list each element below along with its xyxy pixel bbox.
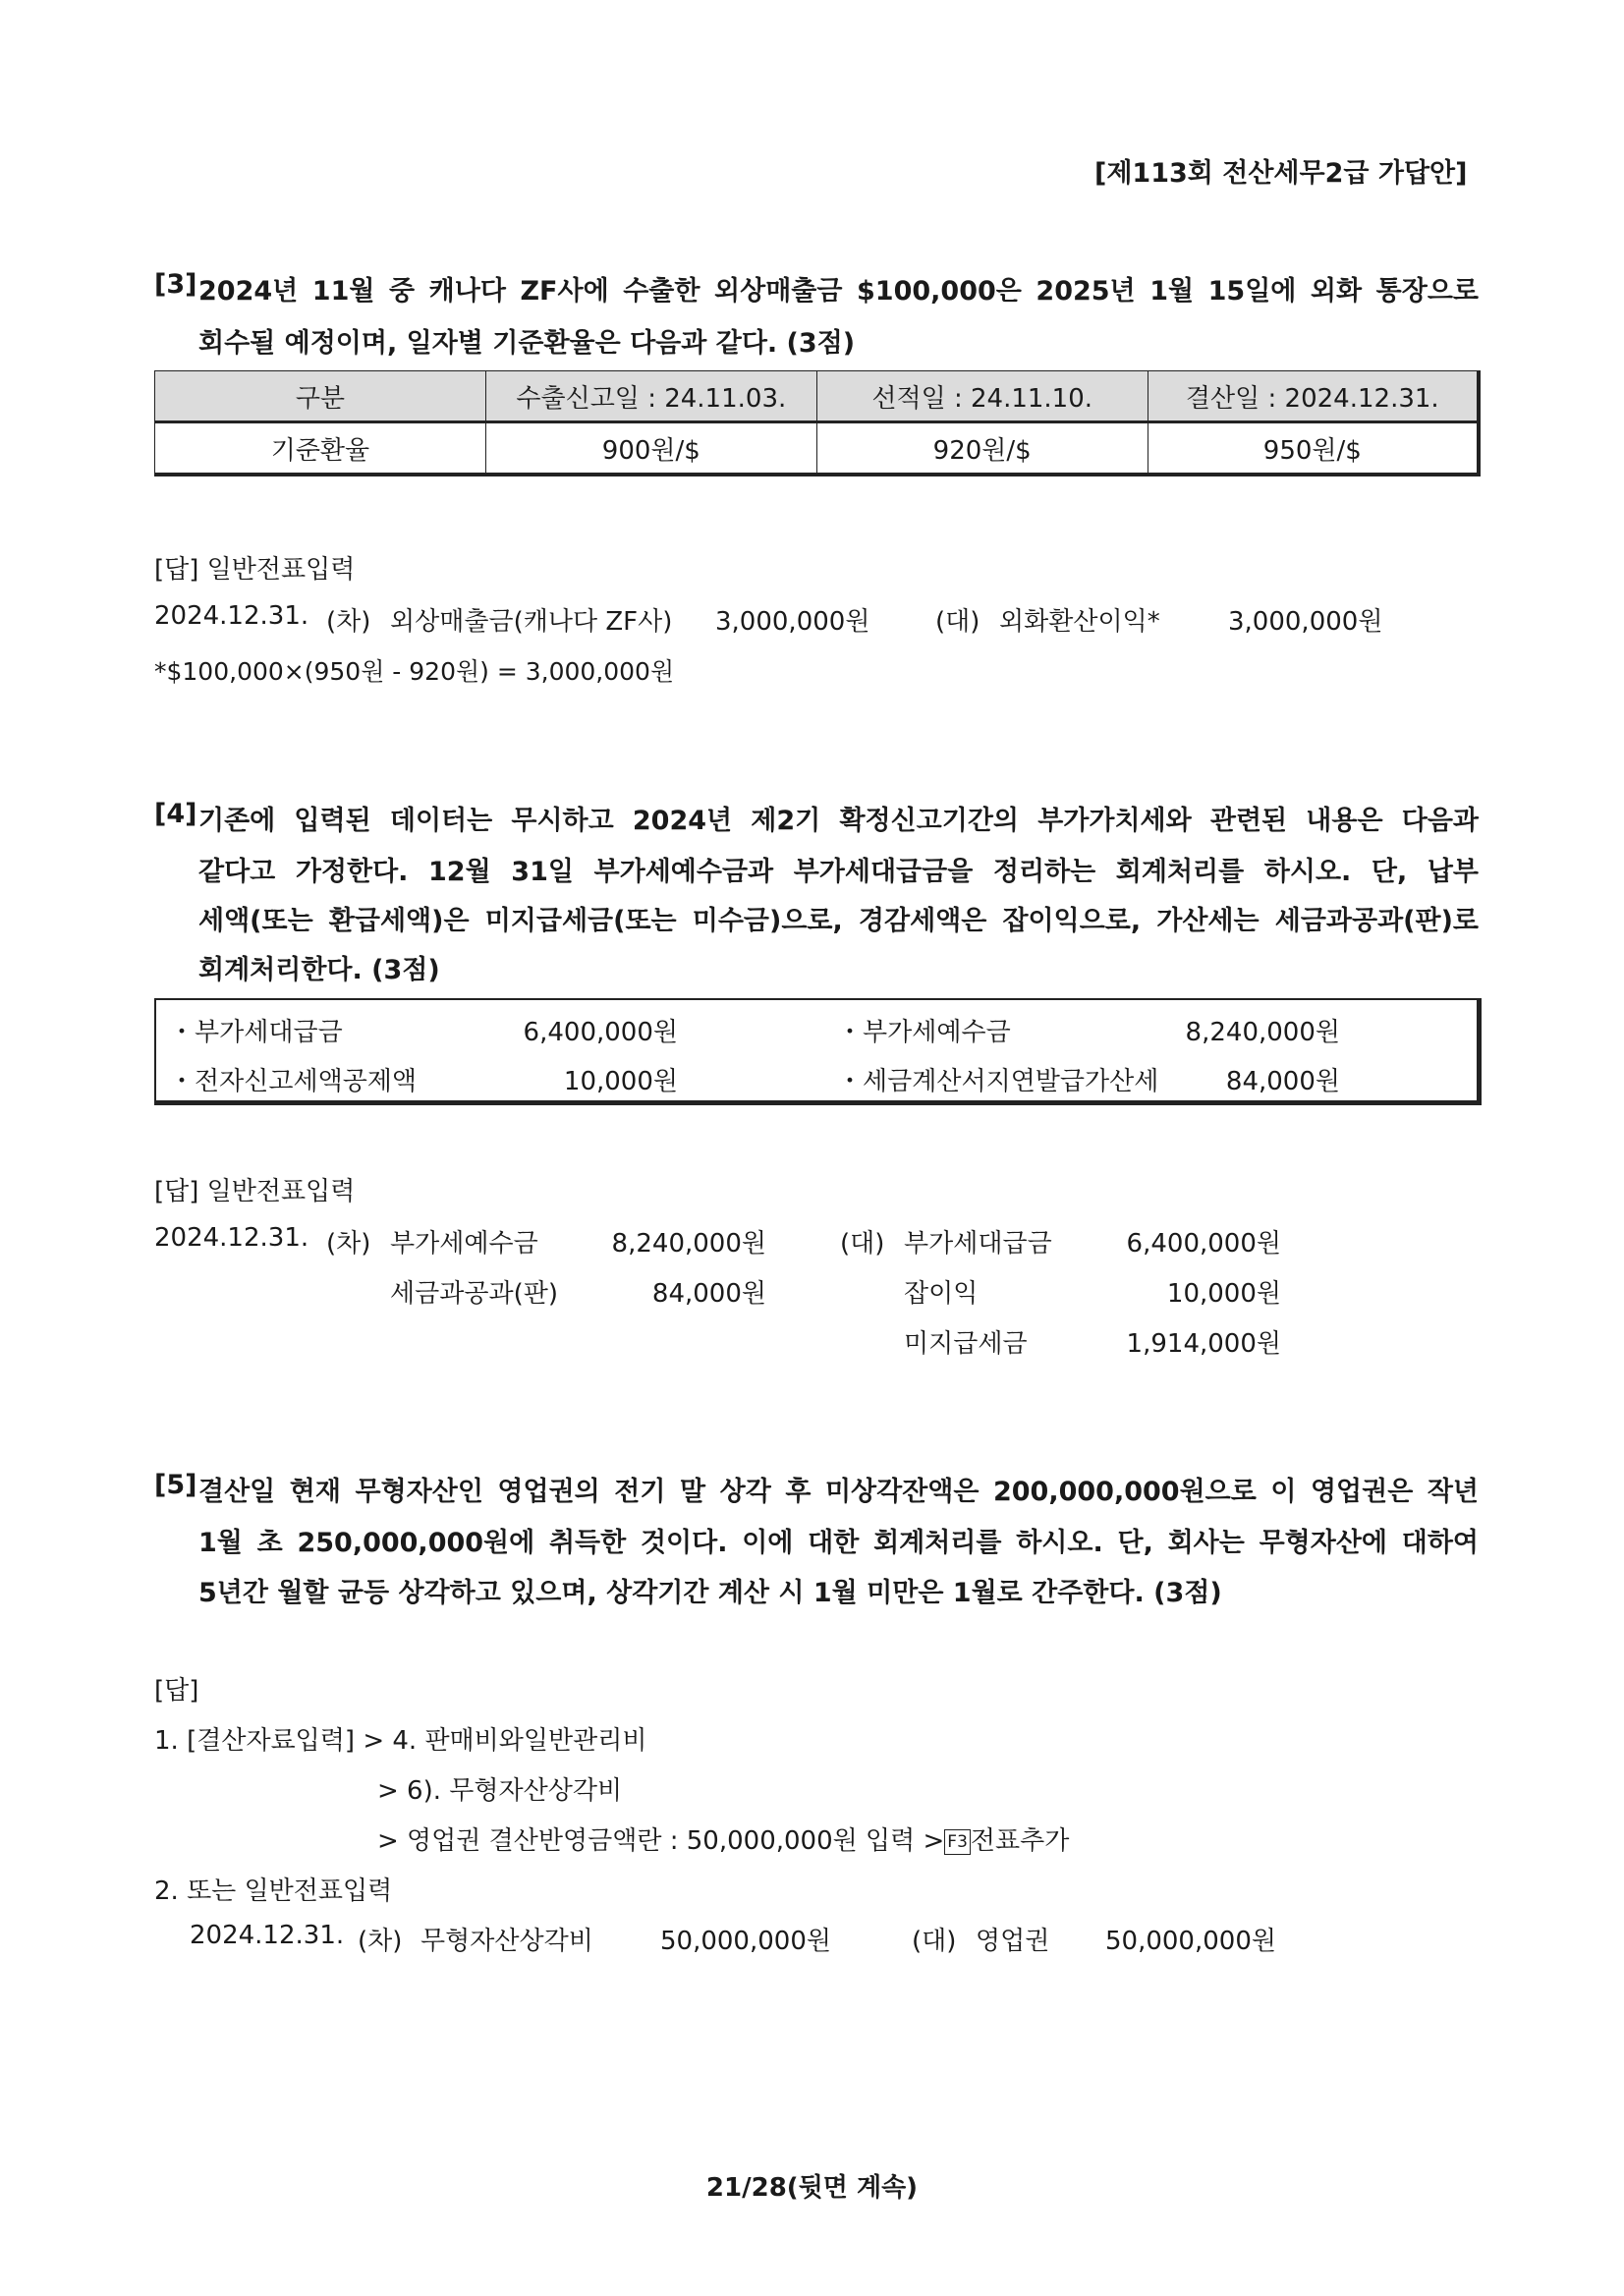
- table-header-cell: 선적일 : 24.11.10.: [816, 371, 1148, 422]
- box-item-label: ・부가세대급금: [169, 1018, 343, 1047]
- q3-calc-note: *$100,000×(950원 - 920원) = 3,000,000원: [154, 657, 675, 686]
- q5-text-line1: 결산일 현재 무형자산인 영업권의 전기 말 상각 후 미상각잔액은 200,000,000원으로 이 영업권은 작년: [198, 1477, 1479, 1507]
- q4-debit-account: 부가세예수금: [390, 1229, 538, 1259]
- q4-debit-account: 세금과공과(판): [390, 1279, 558, 1309]
- q3-number: [3]: [154, 269, 197, 300]
- q5-text-line2: 1월 초 250,000,000원에 취득한 것이다. 이에 대한 회계처리를 하시오. 단, 회사는 무형자산에 대하여: [198, 1528, 1479, 1558]
- q4-credit-tag: (대): [840, 1229, 885, 1259]
- q4-answer-label: [답] 일반전표입력: [154, 1177, 356, 1206]
- q4-debit-tag: (차): [326, 1229, 371, 1259]
- q5-step1-sub1: > 6). 무형자산상각비: [377, 1776, 623, 1806]
- q4-credit-account: 미지급세금: [904, 1329, 1028, 1359]
- box-item-amount: 8,240,000원: [1185, 1018, 1340, 1047]
- q4-credit-amount: 1,914,000원: [1126, 1329, 1281, 1359]
- table-cell: 950원/$: [1148, 422, 1479, 476]
- table-header-cell: 구분: [155, 371, 486, 422]
- q5-credit-account: 영업권: [976, 1927, 1050, 1956]
- q3-text-line2: 회수될 예정이며, 일자별 기준환율은 다음과 같다. (3점): [198, 328, 856, 359]
- q5-answer-date: 2024.12.31.: [190, 1921, 345, 1950]
- q5-text-line3: 5년간 월할 균등 상각하고 있으며, 상각기간 계산 시 1월 미만은 1월로 간주한다. (3점): [198, 1578, 1222, 1608]
- q4-text-line2: 같다고 가정한다. 12월 31일 부가세예수금과 부가세대급금을 정리하는 회계처리를 하시오. 단, 납부: [198, 857, 1479, 887]
- q3-credit-amount: 3,000,000원: [1228, 607, 1383, 637]
- q4-debit-amount: 8,240,000원: [611, 1229, 766, 1259]
- q4-text-line4: 회계처리한다. (3점): [198, 955, 440, 985]
- q3-debit-amount: 3,000,000원: [715, 607, 870, 637]
- f3-key-icon: F3: [944, 1829, 971, 1855]
- q3-debit-tag: (차): [326, 607, 371, 637]
- table-header-row: [155, 371, 1480, 422]
- table-row: [155, 422, 1480, 476]
- q5-debit-tag: (차): [358, 1927, 403, 1956]
- q3-debit-account: 외상매출금(캐나다 ZF사): [390, 607, 673, 637]
- box-item-label: ・전자신고세액공제액: [169, 1067, 418, 1096]
- q3-credit-tag: (대): [935, 607, 980, 637]
- q5-credit-tag: (대): [912, 1927, 957, 1956]
- q5-credit-amount: 50,000,000원: [1105, 1927, 1276, 1956]
- q5-number: [5]: [154, 1470, 197, 1500]
- box-item-label: ・세금계산서지연발급가산세: [837, 1067, 1159, 1096]
- box-item-amount: 10,000원: [563, 1067, 678, 1096]
- q4-credit-amount: 10,000원: [1166, 1279, 1281, 1309]
- q4-text-line3: 세액(또는 환급세액)은 미지급세금(또는 미수금)으로, 경감세액은 잡이익으로, 가산세는 세금과공과(판)로: [198, 906, 1479, 936]
- q4-number: [4]: [154, 799, 197, 829]
- q3-answer-label: [답] 일반전표입력: [154, 555, 356, 585]
- q4-credit-amount: 6,400,000원: [1126, 1229, 1281, 1259]
- table-header-cell: 수출신고일 : 24.11.03.: [485, 371, 816, 422]
- box-item-amount: 84,000원: [1225, 1067, 1340, 1096]
- q5-step1-sub2-tail: 전표추가: [970, 1826, 1070, 1856]
- table-cell: 920원/$: [816, 422, 1148, 476]
- exchange-rate-table: [154, 370, 1481, 476]
- page-footer: 21/28(뒷면 계속): [705, 2173, 919, 2203]
- table-cell: 900원/$: [485, 422, 816, 476]
- q4-debit-amount: 84,000원: [651, 1279, 766, 1309]
- q5-step1-sub2-text: > 영업권 결산반영금액란 : 50,000,000원 입력 >: [377, 1826, 945, 1856]
- q5-debit-account: 무형자산상각비: [420, 1927, 593, 1956]
- box-item-amount: 6,400,000원: [523, 1018, 678, 1047]
- q5-answer-label: [답]: [154, 1676, 199, 1706]
- q4-credit-account: 부가세대급금: [904, 1229, 1052, 1259]
- table-cell: 기준환율: [155, 422, 486, 476]
- q5-step1-sub2: [377, 1820, 1069, 1857]
- q3-credit-account: 외화환산이익*: [999, 607, 1160, 637]
- q4-answer-date: 2024.12.31.: [154, 1223, 309, 1253]
- box-item-label: ・부가세예수금: [837, 1018, 1011, 1047]
- exam-title: [제113회 전산세무2급 가답안]: [1094, 158, 1468, 189]
- q4-text-line1: 기존에 입력된 데이터는 무시하고 2024년 제2기 확정신고기간의 부가가치세와 관련된 내용은 다음과: [198, 806, 1479, 836]
- q3-answer-date: 2024.12.31.: [154, 601, 309, 631]
- q5-step2: 2. 또는 일반전표입력: [154, 1876, 393, 1906]
- q4-credit-account: 잡이익: [904, 1279, 979, 1309]
- q5-debit-amount: 50,000,000원: [660, 1927, 831, 1956]
- table-header-cell: 결산일 : 2024.12.31.: [1148, 371, 1479, 422]
- q5-step1: 1. [결산자료입력] > 4. 판매비와일반관리비: [154, 1726, 647, 1756]
- q3-text-line1: 2024년 11월 중 캐나다 ZF사에 수출한 외상매출금 $100,000은 2025년 1월 15일에 외화 통장으로: [198, 276, 1479, 307]
